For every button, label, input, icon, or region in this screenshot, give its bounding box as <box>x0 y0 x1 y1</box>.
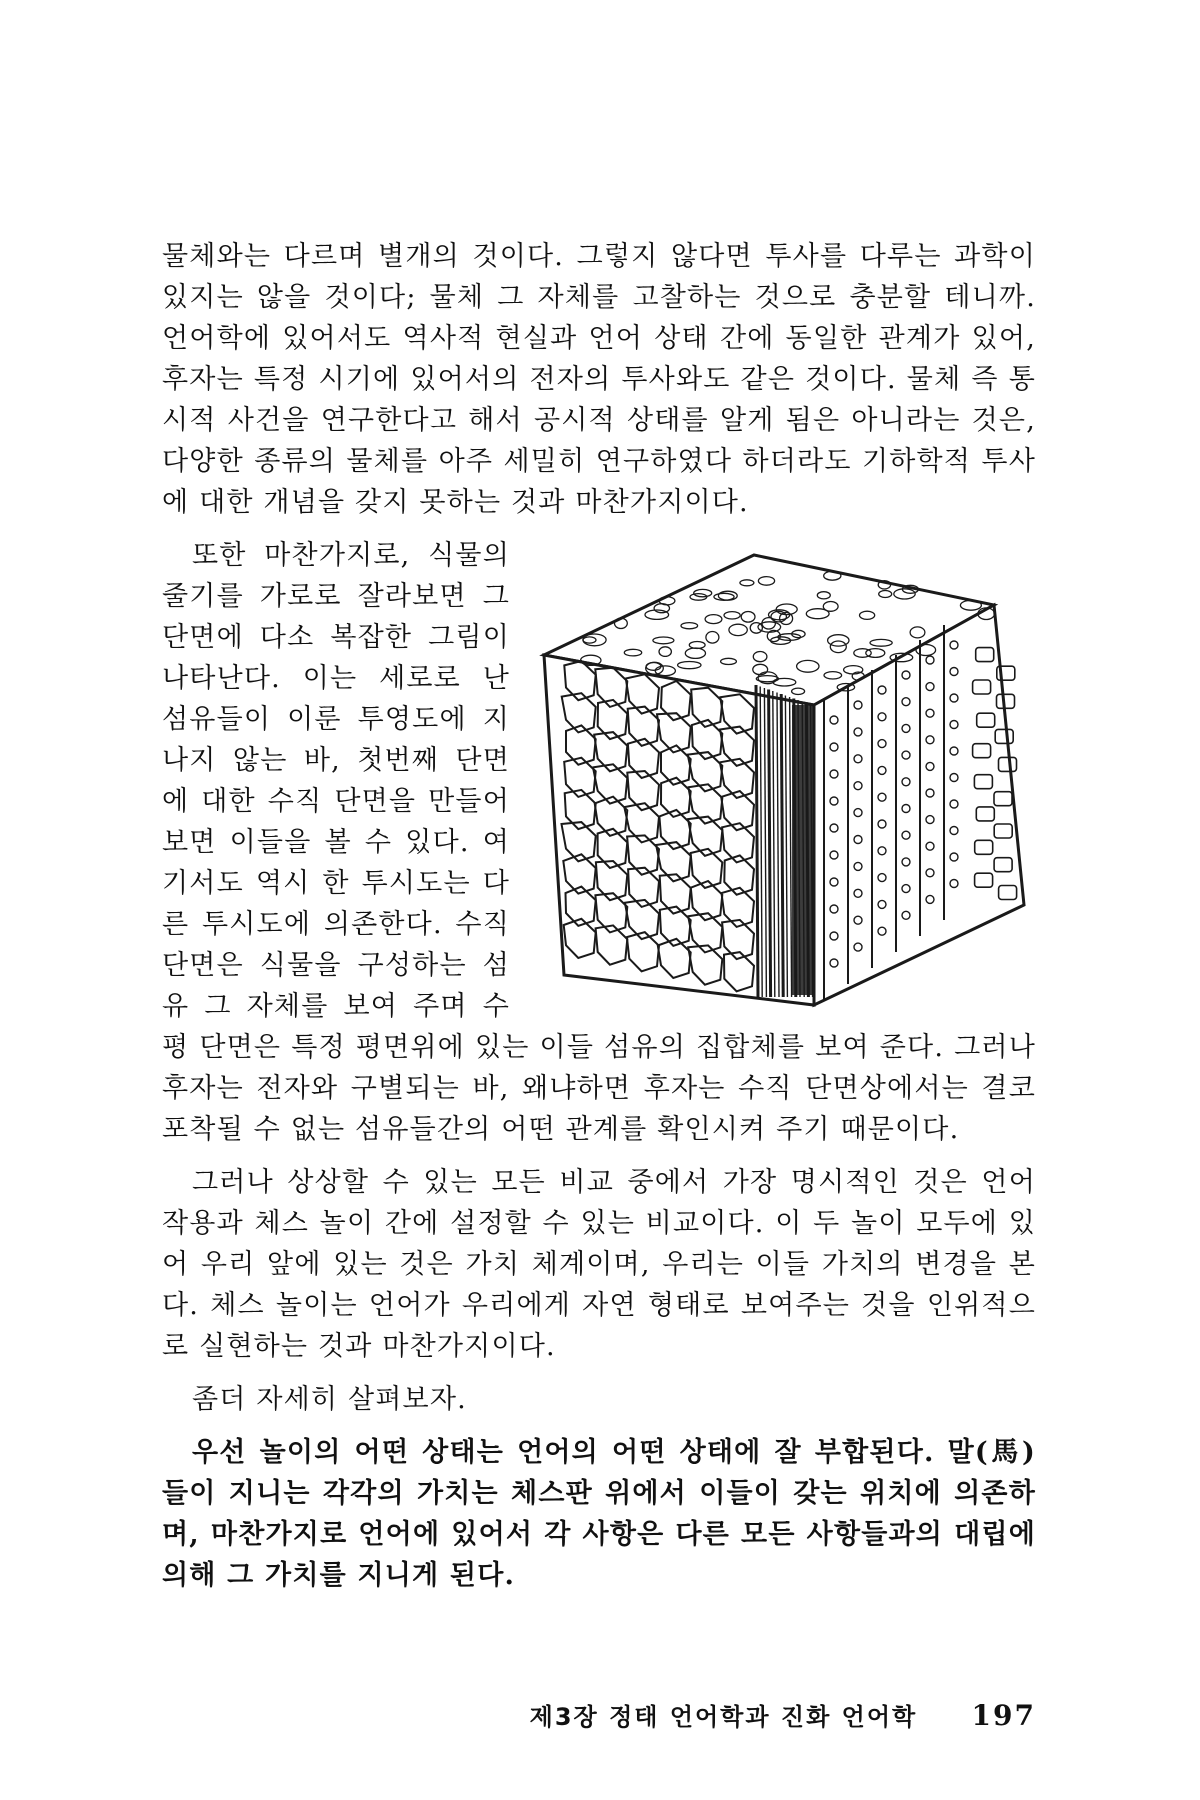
chapter-label: 제3장 <box>529 1703 599 1731</box>
plant-stem-cross-section-icon <box>524 535 1036 1013</box>
chapter-title: 정태 언어학과 진화 언어학 <box>609 1703 918 1731</box>
paragraph-game-state: 우선 놀이의 어떤 상태는 언어의 어떤 상태에 잘 부합된다. 말(馬)들이 지니는 각각의 가치는 체스판 위에서 이들이 갖는 위치에 의존하며, 마찬가지로 언어에 있어서 각 사항은 다른 모든 사항들과의 대립에 의해 그 가치를 지니게 된다. <box>162 1437 1036 1591</box>
plant-stem-figure <box>524 535 1036 1013</box>
body-text <box>162 236 1036 1596</box>
paragraph-projection: 물체와는 다르며 별개의 것이다. 그렇지 않다면 투사를 다루는 과학이 있지는 않을 것이다; 물체 그 자체를 고찰하는 것으로 충분할 테니까. 언어학에 있어서도 역사적 현실과 언어 상태 간에 동일한 관계가 있어, 후자는 특정 시기에 있어서의 전자의 투사와도 같은 것이다. 물체 즉 통시적 사건을 연구한다고 해서 공시적 상태를 알게 됨은 아니라는 것은, 다양한 종류의 물체를 아주 세밀히 연구하였다 하더라도 기하학적 투사에 대한 개념을 갖지 못하는 것과 마찬가지이다. <box>162 241 1036 518</box>
page-number: 197 <box>971 1699 1036 1732</box>
fibre-line <box>781 694 783 997</box>
paragraph-look-closer: 좀더 자세히 살펴보자. <box>192 1384 467 1415</box>
fibre-line <box>756 685 758 997</box>
paragraph-chess-comparison: 그러나 상상할 수 있는 모든 비교 중에서 가장 명시적인 것은 언어 작용과 체스 놀이 간에 설정할 수 있는 비교이다. 이 두 놀이 모두에 있어 우리 앞에 있는 것은 가치 체계이며, 우리는 이들 가치의 변경을 본다. 체스 놀이는 언어가 우리에게 자연 형태로 보여주는 것을 인위적으로 실현하는 것과 마찬가지이다. <box>162 1167 1036 1362</box>
fibre-line <box>769 690 771 998</box>
fibre-bundle <box>792 705 814 995</box>
paragraph-plant-stem <box>162 535 1036 1150</box>
running-footer <box>530 1697 1036 1732</box>
paragraph-plant-stem-text: 또한 마찬가지로, 식물의 줄기를 가로로 잘라보면 그 단면에 다소 복잡한 그림이 나타난다. 이는 세로로 난 섬유들이 이룬 투영도에 지나지 않는 바, 첫번째 단면에 대한 수직 단면을 만들어 보면 이들을 볼 수 있다. 여기서도 역시 한 투시도는 다른 투시도에 의존한다. 수직 단면은 식물을 구성하는 섬유 그 자체를 보여 주며 수평 단면은 특정 평면위에 있는 이들 섬유의 집합체를 보여 준다. 그러나 후자는 전자와 구별되는 바, 왜냐하면 후자는 수직 단면상에서는 결코 포착될 수 없는 섬유들간의 어떤 관계를 확인시켜 주기 때문이다. <box>162 540 1036 1145</box>
